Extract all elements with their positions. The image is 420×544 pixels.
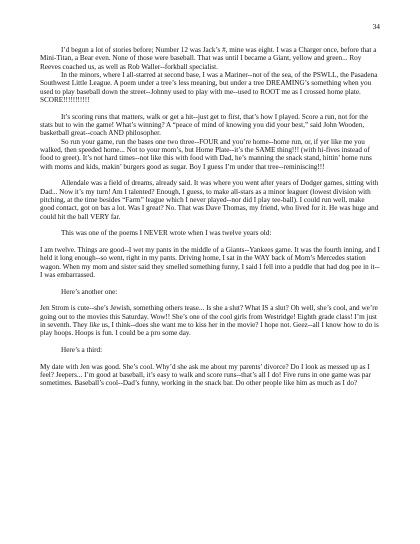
poem-one: I am twelve. Things are good--I wet my pants in the middle of a Giants--Yankees game. It was the fourth inning, and I held it long enough--so went, right in my pants. Driving home, I sat in the WAY back of Mom’s Mercedes station wagon. When my mom and sister said they smelled something funny, I said I fell into a puddle that had dog pee in it--I was embarrassed. — [40, 246, 380, 280]
body-text — [40, 46, 380, 388]
poem-two-emphasis: like — [89, 321, 100, 330]
paragraph-scoring: It’s scoring runs that matters, walk or get a hit--just get to first, that’s how I played. Score a run, not for the stats but to win the game! What’s winning? A “peace of mind of knowing you did your best,” said John Wooden, basketball great--coach AND philosopher. — [40, 112, 368, 138]
paragraph-allendale: Allendale was a field of dreams, already said. It was where you went after years of Dodger games, sitting with Dad... Now it’s my turn! Am I talented? Enough, I guess, to make all-stars as a minor leaguer (lowest division with pitching, at the time besides “Farm” league which I never played--nor did I play tee-ball). I could run well, make good contact, got on bas a lot. Was I great? No. That was Dave Thomas, my friend, who lived for it. He was huge and could hit the ball VERY far. — [40, 179, 379, 221]
poem-two-end: us, I think--does she want me to kiss her in the movie? I hope not. Geez--all I know how to do is play hoops. Hoops is fun. I could be a pro some day. — [40, 321, 379, 338]
poem-three: My date with Jen was good. She’s cool. Why’d she ask me about my parents’ divorce? Do I look as messed up as I feel? Jeepers... I’m good at baseball, it’s easy to walk and score runs--that’s all I do! Five runs in one game was par sometimes. Baseball’s cool--Dad’s funny, working in the snack bar. Do other people like him as much as I do? — [40, 362, 371, 388]
paragraph-run-your-game: So run your game, run the bases one two three--FOUR and you’re home--home run, or, if yer like me you walked, then speeded home... Not to your mom’s, but Home Plate--it’s the SAME thing!!! (with hi-fives instead of food to greet). It’s not hard times--not like this with food with Dad, he’s manning the snack stand, hittin’ home runs with moms and kids, makin’ burgers good as sugar. Boy I guess I’m under that tree--reminiscing!!! — [40, 137, 372, 171]
paragraph-poem-intro: This was one of the poems I NEVER wrote when I was twelve years old: — [61, 229, 272, 238]
poem-two — [40, 304, 380, 337]
paragraph-another-one: Here’s another one: — [61, 287, 118, 296]
poem-two-start: Jen Strom is cute--she’s Jewish, something others tease... Is she a slut? What IS a slut? Oh well, she’s cool, and we’re going out to the movies this Saturday. Wow!! She’s one of the cool girls from Westridge! Eighth grade class! I’m just in seventh. They — [40, 304, 378, 330]
page-number: 34 — [372, 22, 380, 31]
paragraph-minors: In the minors, where I all-starred at second base, I was a Mariner--not of the sea, of the PSWLL, the Pasadena Southwest Little League. A poem under a tree’s less meaning, but under a tree DREAMING’s something when you used to play baseball down the street--Johnny used to play with me--used to ROOT me as I crossed home plate. SCORE!!!!!!!!!!! — [40, 71, 378, 105]
paragraph-numbers: I’d begun a lot of stories before; Number 12 was Jack’s #, mine was eight. I was a Charger once, before that a Mini-Titan, a Bear even. None of those were baseball. That was until I became a Giant, yellow and green... Roy Reeves coached us, as well as Rob Waller--forkball specialist. — [40, 46, 377, 71]
paragraph-a-third: Here’s a third: — [61, 346, 103, 355]
